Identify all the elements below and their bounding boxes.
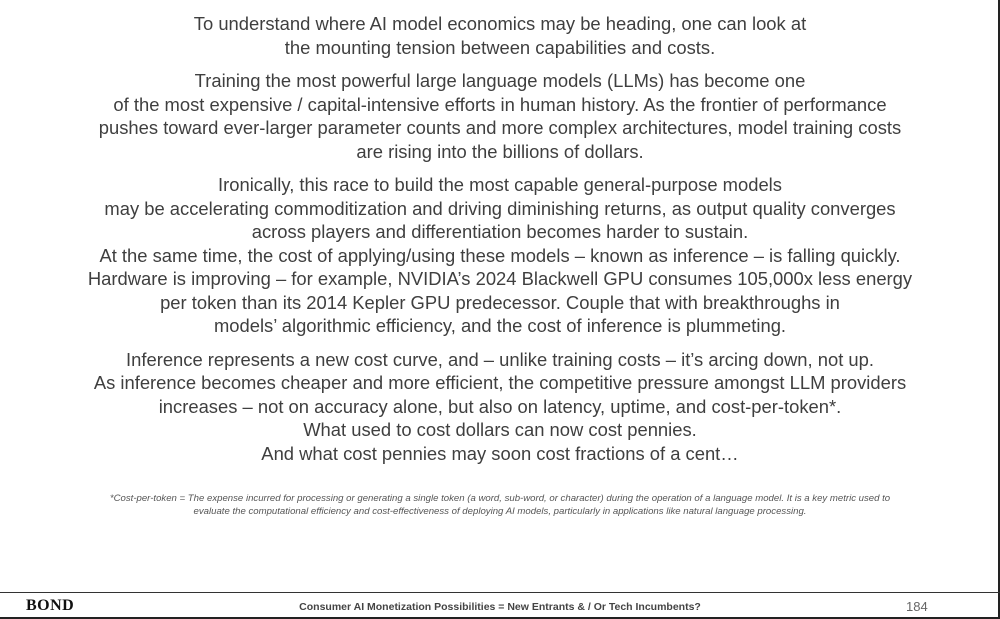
body-line: are rising into the billions of dollars. bbox=[356, 140, 644, 162]
paragraph-training-costs bbox=[0, 69, 1000, 163]
body-line: To understand where AI model economics may be heading, one can look at bbox=[193, 13, 807, 34]
slide-body bbox=[0, 12, 1000, 475]
body-line: across players and differentiation becomes harder to sustain. bbox=[251, 221, 749, 242]
body-line: Inference represents a new cost curve, and – unlike training costs – it’s arcing down, not up. bbox=[126, 348, 874, 370]
body-line: What used to cost dollars can now cost pennies. bbox=[303, 419, 697, 440]
paragraph-inference-curve bbox=[0, 348, 1000, 466]
body-line: models’ algorithmic efficiency, and the cost of inference is plummeting. bbox=[213, 315, 787, 336]
body-line: As inference becomes cheaper and more efficient, the competitive pressure amongst LLM providers bbox=[93, 372, 907, 393]
body-line: Training the most powerful large language models (LLMs) has become one bbox=[194, 70, 806, 91]
paragraph-intro bbox=[0, 12, 1000, 59]
body-line: may be accelerating commoditization and driving diminishing returns, as output quality converges bbox=[104, 197, 896, 219]
body-line: Hardware is improving – for example, NVIDIA’s 2024 Blackwell GPU consumes 105,000x less energy bbox=[87, 268, 913, 289]
body-line: Ironically, this race to build the most capable general-purpose models bbox=[218, 174, 782, 195]
footnote bbox=[20, 492, 980, 518]
footnote-line: evaluate the computational efficiency and cost-effectiveness of deploying AI models, particularly in applications like natural language processing. bbox=[193, 506, 807, 517]
bond-logo: BOND bbox=[26, 597, 75, 614]
body-line: pushes toward ever-larger parameter counts and more complex architectures, model training costs bbox=[98, 117, 902, 138]
body-line: And what cost pennies may soon cost fractions of a cent… bbox=[261, 442, 739, 464]
page-number: 184 bbox=[906, 599, 928, 614]
footer-title: Consumer AI Monetization Possibilities = New Entrants & / Or Tech Incumbents? bbox=[299, 601, 701, 613]
body-line: At the same time, the cost of applying/using these models – known as inference – is falling quickly. bbox=[99, 244, 901, 266]
body-line: per token than its 2014 Kepler GPU predecessor. Couple that with breakthroughs in bbox=[160, 291, 840, 313]
body-line: of the most expensive / capital-intensive efforts in human history. As the frontier of performance bbox=[113, 93, 887, 115]
footer-divider bbox=[0, 592, 1000, 593]
paragraph-commoditization bbox=[0, 173, 1000, 338]
body-line: increases – not on accuracy alone, but also on latency, uptime, and cost-per-token*. bbox=[158, 395, 842, 417]
body-line: the mounting tension between capabilities and costs. bbox=[284, 36, 716, 58]
footnote-line: *Cost-per-token = The expense incurred for processing or generating a single token (a word, sub-word, or character) during the operation of a language model. It is a key metric used to bbox=[109, 493, 891, 504]
